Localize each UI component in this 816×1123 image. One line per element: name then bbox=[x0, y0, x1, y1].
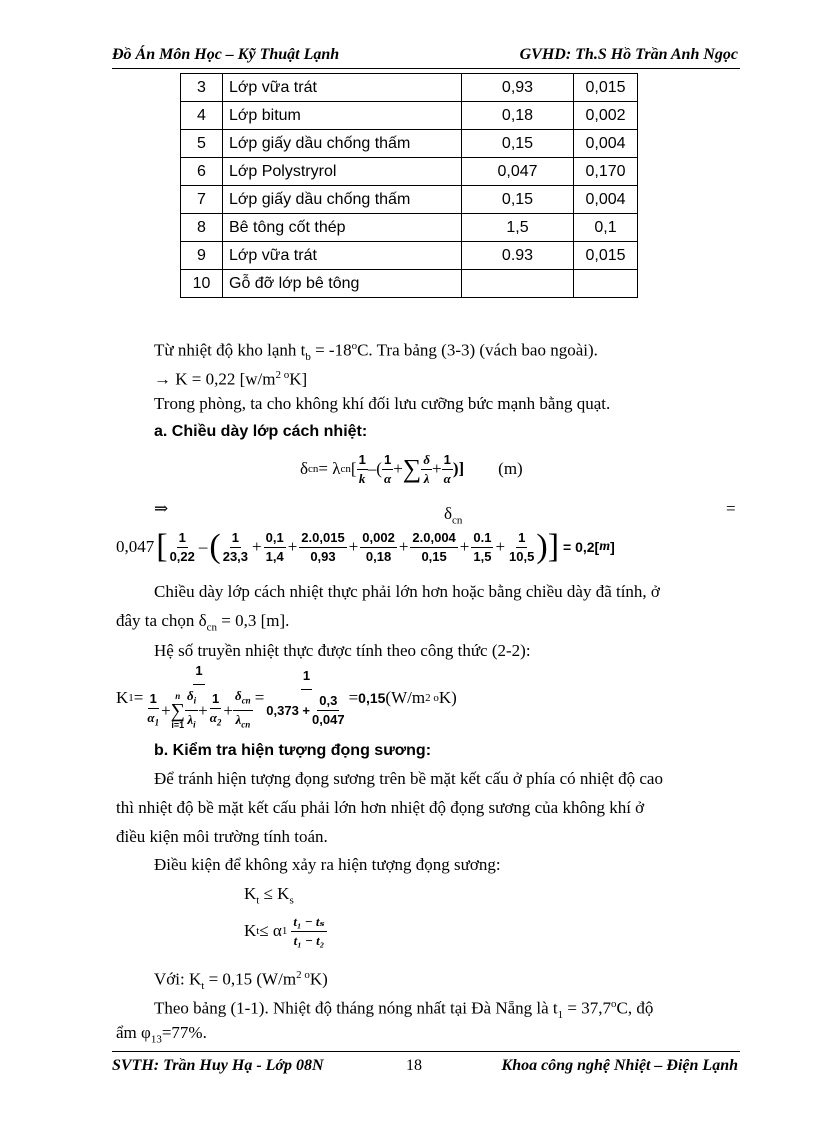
unit: (W/m bbox=[385, 688, 426, 707]
cell-delta: 0,004 bbox=[574, 130, 638, 158]
sup: 2 o bbox=[275, 369, 290, 381]
paren-open: ( bbox=[209, 528, 221, 565]
operator: + bbox=[252, 537, 262, 556]
fraction bbox=[360, 529, 397, 566]
cell-lambda: 0,15 bbox=[462, 130, 574, 158]
text: =77%. bbox=[161, 1023, 207, 1042]
symbol: = bbox=[254, 688, 265, 707]
material-table bbox=[180, 73, 638, 298]
cell-no: 8 bbox=[181, 214, 223, 242]
text: Từ nhiệt độ kho lạnh t bbox=[154, 340, 306, 360]
implies-arrow: ⇒ bbox=[154, 499, 169, 518]
numerator: 2.0,004 bbox=[410, 529, 457, 548]
paragraph-formula-ref: Hệ số truyền nhiệt thực được tính theo công thức (2-2): bbox=[154, 641, 531, 660]
cell-lambda: 1,5 bbox=[462, 214, 574, 242]
delta: δ bbox=[235, 688, 242, 704]
fraction bbox=[185, 687, 198, 733]
paragraph-condensation-1: Để tránh hiện tượng đọng sương trên bề mặt kết cấu ở phía có nhiệt độ cao bbox=[154, 769, 663, 788]
symbol: [ bbox=[350, 459, 357, 478]
num: 1 bbox=[193, 662, 204, 685]
fraction bbox=[471, 529, 493, 566]
cell-no: 10 bbox=[181, 270, 223, 298]
fraction bbox=[221, 529, 250, 566]
table-row bbox=[181, 270, 638, 298]
sum-block bbox=[171, 692, 185, 730]
sub: 1 bbox=[557, 1009, 564, 1022]
paragraph-airflow: Trong phòng, ta cho không khí đối lưu cưỡng bức mạnh bằng quạt. bbox=[154, 394, 611, 413]
table-row bbox=[181, 242, 638, 270]
symbol: )] bbox=[452, 459, 465, 478]
bracket-close: ] bbox=[547, 528, 560, 565]
den: λ bbox=[423, 470, 430, 486]
fraction bbox=[382, 451, 393, 488]
num: 1 bbox=[382, 451, 393, 470]
symbol: K bbox=[244, 921, 257, 940]
sup: 2 o bbox=[296, 969, 310, 981]
plus: + bbox=[223, 700, 234, 720]
fraction bbox=[310, 692, 347, 729]
fraction-second bbox=[264, 667, 348, 729]
alpha: α bbox=[147, 709, 155, 725]
unit: K) bbox=[438, 688, 457, 707]
symbol: ≤ K bbox=[259, 884, 290, 903]
num: 1 bbox=[210, 690, 221, 709]
unit: (m) bbox=[498, 459, 523, 478]
paragraph-choose-a: Chiều dày lớp cách nhiệt thực phải lớn hơn hoặc bằng chiều dày đã tính, ở bbox=[154, 582, 660, 601]
numerator: 0.1 bbox=[471, 529, 493, 548]
cell-name: Lớp bitum bbox=[223, 102, 462, 130]
symbol: –( bbox=[367, 459, 382, 478]
inequality-2 bbox=[244, 906, 327, 956]
den: α bbox=[443, 470, 451, 486]
cell-delta: 0,004 bbox=[574, 186, 638, 214]
cell-delta: 0,002 bbox=[574, 102, 638, 130]
result: 0,15 bbox=[358, 690, 386, 706]
num: 1 bbox=[301, 667, 312, 690]
fraction bbox=[442, 451, 453, 488]
table-row bbox=[181, 130, 638, 158]
equals-sign: = bbox=[726, 499, 736, 518]
cell-no: 7 bbox=[181, 186, 223, 214]
plus: + bbox=[161, 700, 171, 720]
symbol: δ bbox=[300, 459, 309, 478]
cell-name: Lớp vữa trát bbox=[223, 242, 462, 270]
sub: 1 bbox=[281, 925, 288, 937]
heading-b: b. Kiểm tra hiện tượng đọng sương: bbox=[154, 742, 432, 759]
sub: t bbox=[256, 894, 260, 907]
num: δ bbox=[421, 451, 432, 470]
paragraph-k-value bbox=[154, 363, 307, 392]
operator: + bbox=[398, 537, 409, 556]
num bbox=[233, 687, 253, 711]
equation-thickness-calc bbox=[116, 522, 615, 572]
sub: cn bbox=[340, 463, 351, 475]
sub: i bbox=[193, 719, 196, 730]
sub: cn bbox=[241, 696, 251, 706]
symbol: δ bbox=[444, 504, 453, 523]
sub: t bbox=[256, 925, 260, 937]
denominator: 1,5 bbox=[473, 548, 492, 564]
symbol: K bbox=[244, 884, 257, 903]
symbol: + bbox=[432, 459, 442, 478]
cell-lambda: 0.93 bbox=[462, 242, 574, 270]
num: t₁ − tₛ bbox=[291, 913, 326, 932]
text: Với: K bbox=[154, 969, 202, 989]
den bbox=[145, 709, 161, 732]
sub: 13 bbox=[150, 1033, 162, 1046]
den bbox=[233, 711, 252, 734]
heading-a: a. Chiều dày lớp cách nhiệt: bbox=[154, 423, 368, 440]
sum-bottom: i=1 bbox=[171, 719, 185, 730]
fraction bbox=[410, 529, 457, 566]
header-left: Đồ Án Môn Học – Kỹ Thuật Lạnh bbox=[112, 46, 340, 63]
result: = 0,2[ bbox=[563, 539, 600, 555]
cell-delta: 0,1 bbox=[574, 214, 638, 242]
operator: + bbox=[348, 537, 359, 556]
text: = -18 bbox=[310, 340, 352, 360]
den bbox=[143, 685, 254, 733]
table-row bbox=[181, 186, 638, 214]
cell-lambda: 0,93 bbox=[462, 74, 574, 102]
symbol: = bbox=[348, 688, 359, 707]
lambda: λ bbox=[187, 712, 194, 727]
sum-symbol: ∑ bbox=[402, 454, 422, 483]
symbol: K bbox=[116, 688, 129, 707]
symbol: = bbox=[133, 688, 144, 707]
denominator: 0,18 bbox=[365, 548, 392, 564]
operator: + bbox=[287, 537, 298, 556]
table-row bbox=[181, 74, 638, 102]
fraction bbox=[264, 529, 286, 566]
text: đây ta chọn δ bbox=[116, 611, 207, 630]
text: K) bbox=[309, 969, 328, 989]
text: = 0,15 (W/m bbox=[204, 969, 297, 989]
sum-symbol: ∑ bbox=[170, 699, 185, 722]
sup: 2 o bbox=[425, 692, 439, 704]
cell-no: 5 bbox=[181, 130, 223, 158]
num: 1 bbox=[357, 451, 368, 470]
table-row bbox=[181, 214, 638, 242]
footer-right: Khoa công nghệ Nhiệt – Điện Lạnh bbox=[501, 1057, 738, 1074]
cell-no: 9 bbox=[181, 242, 223, 270]
text: = 0,3 [m]. bbox=[217, 611, 290, 630]
paragraph-danang-1 bbox=[154, 992, 740, 1027]
sub: cn bbox=[241, 719, 251, 730]
den bbox=[185, 711, 197, 734]
denominator: 0,93 bbox=[310, 548, 336, 564]
numerator: 1 bbox=[177, 529, 188, 548]
den-text: 0,373 + bbox=[266, 702, 311, 718]
table-row bbox=[181, 158, 638, 186]
denominator: 10,5 bbox=[509, 548, 535, 564]
sub: cn bbox=[452, 514, 463, 527]
sub: 1 bbox=[154, 717, 160, 728]
cell-no: 3 bbox=[181, 74, 223, 102]
alpha: α bbox=[209, 709, 217, 725]
fraction-main bbox=[143, 662, 254, 733]
paren-close: ) bbox=[536, 528, 548, 565]
sub: t bbox=[201, 980, 205, 993]
denominator: 1,4 bbox=[265, 548, 284, 564]
fraction bbox=[421, 451, 432, 488]
footer-left: SVTH: Trần Huy Hạ - Lớp 08N bbox=[112, 1057, 324, 1074]
sub: 1 bbox=[128, 692, 134, 704]
terms bbox=[168, 529, 548, 566]
cell-delta: 0,015 bbox=[574, 74, 638, 102]
lambda: λ bbox=[235, 712, 242, 727]
numerator: 0,1 bbox=[264, 529, 286, 548]
sup: o bbox=[611, 998, 617, 1010]
cell-name: Lớp vữa trát bbox=[223, 74, 462, 102]
text: K] bbox=[289, 369, 308, 389]
den: t₁ − t₂ bbox=[293, 932, 325, 948]
sub: cn bbox=[308, 463, 319, 475]
sup: o bbox=[351, 340, 358, 352]
sub: 2 bbox=[216, 717, 222, 728]
denominator: 0,15 bbox=[421, 548, 447, 564]
text: = 37,7 bbox=[563, 998, 611, 1018]
symbol: + bbox=[393, 459, 403, 478]
sum-top: n bbox=[175, 690, 181, 701]
fraction bbox=[291, 913, 326, 950]
result-unit: m bbox=[599, 539, 611, 554]
paragraph-danang-2 bbox=[116, 1021, 207, 1051]
den: α bbox=[383, 470, 392, 486]
den: k bbox=[358, 470, 366, 486]
coefficient: 0,047 bbox=[116, 537, 155, 556]
paragraph-condition: Điều kiện để không xảy ra hiện tượng đọng sương: bbox=[154, 855, 501, 874]
sub: b bbox=[305, 351, 311, 364]
result-close: ] bbox=[610, 539, 615, 555]
table-row bbox=[181, 102, 638, 130]
numerator: 2.0,015 bbox=[299, 529, 346, 548]
paragraph-condensation-3: điều kiện môi trường tính toán. bbox=[116, 827, 328, 846]
header-right: GVHD: Th.S Hồ Trần Anh Ngọc bbox=[519, 46, 738, 63]
numerator: 1 bbox=[230, 529, 241, 548]
cell-delta bbox=[574, 270, 638, 298]
cell-lambda bbox=[462, 270, 574, 298]
fraction bbox=[299, 529, 346, 566]
cell-lambda: 0,15 bbox=[462, 186, 574, 214]
footer-rule bbox=[112, 1051, 740, 1052]
denominator: 0,22 bbox=[169, 548, 195, 564]
fraction bbox=[168, 529, 197, 566]
sub: i bbox=[193, 696, 197, 706]
paragraph-choose-b bbox=[116, 609, 289, 639]
equation-insulation-thickness bbox=[300, 445, 523, 493]
fraction bbox=[145, 690, 161, 732]
bracket-open: [ bbox=[156, 528, 168, 565]
cell-name: Bê tông cốt thép bbox=[223, 214, 462, 242]
delta: δ bbox=[186, 688, 194, 704]
den: 0,047 bbox=[312, 712, 345, 727]
paragraph-condensation-2: thì nhiệt độ bề mặt kết cấu phải lớn hơn nhiệt độ đọng sương của không khí ở bbox=[116, 798, 645, 817]
operator: + bbox=[459, 537, 470, 556]
symbol: ≤ α bbox=[259, 921, 282, 940]
cell-lambda: 0,047 bbox=[462, 158, 574, 186]
cell-name: Lớp giấy dầu chống thấm bbox=[223, 186, 462, 214]
denominator: 23,3 bbox=[222, 548, 249, 564]
text: Theo bảng (1-1). Nhiệt độ tháng nóng nhất tại Đà Nẵng là t bbox=[154, 998, 558, 1018]
cell-delta: 0,170 bbox=[574, 158, 638, 186]
operator: + bbox=[495, 537, 506, 556]
text: C, độ bbox=[616, 998, 654, 1018]
cell-no: 4 bbox=[181, 102, 223, 130]
cell-name: Gỗ đỡ lớp bê tông bbox=[223, 270, 462, 298]
num: 1 bbox=[442, 451, 453, 470]
sub: s bbox=[289, 894, 294, 907]
fraction bbox=[357, 451, 368, 488]
num: 1 bbox=[148, 690, 159, 709]
cell-no: 6 bbox=[181, 158, 223, 186]
text: C. Tra bảng (3-3) (vách bao ngoài). bbox=[357, 340, 598, 360]
sub: cn bbox=[206, 621, 218, 634]
den bbox=[264, 690, 348, 729]
cell-name: Lớp Polystryrol bbox=[223, 158, 462, 186]
operator: – bbox=[198, 537, 208, 556]
fraction bbox=[507, 529, 536, 566]
text: → K = 0,22 [w/m bbox=[154, 369, 276, 389]
page-number: 18 bbox=[406, 1057, 422, 1074]
text: ẩm φ bbox=[116, 1023, 151, 1042]
symbol: = λ bbox=[318, 459, 341, 478]
numerator: 1 bbox=[516, 529, 527, 548]
cell-name: Lớp giấy dầu chống thấm bbox=[223, 130, 462, 158]
num: 0,3 bbox=[317, 692, 339, 711]
numerator: 0,002 bbox=[360, 529, 397, 548]
equation-heat-transfer bbox=[116, 664, 457, 732]
cell-delta: 0,015 bbox=[574, 242, 638, 270]
header-rule bbox=[112, 68, 740, 69]
num bbox=[185, 687, 198, 711]
fraction bbox=[208, 690, 224, 732]
cell-lambda: 0,18 bbox=[462, 102, 574, 130]
fraction bbox=[233, 687, 253, 733]
den bbox=[208, 709, 224, 732]
plus: + bbox=[198, 700, 208, 720]
